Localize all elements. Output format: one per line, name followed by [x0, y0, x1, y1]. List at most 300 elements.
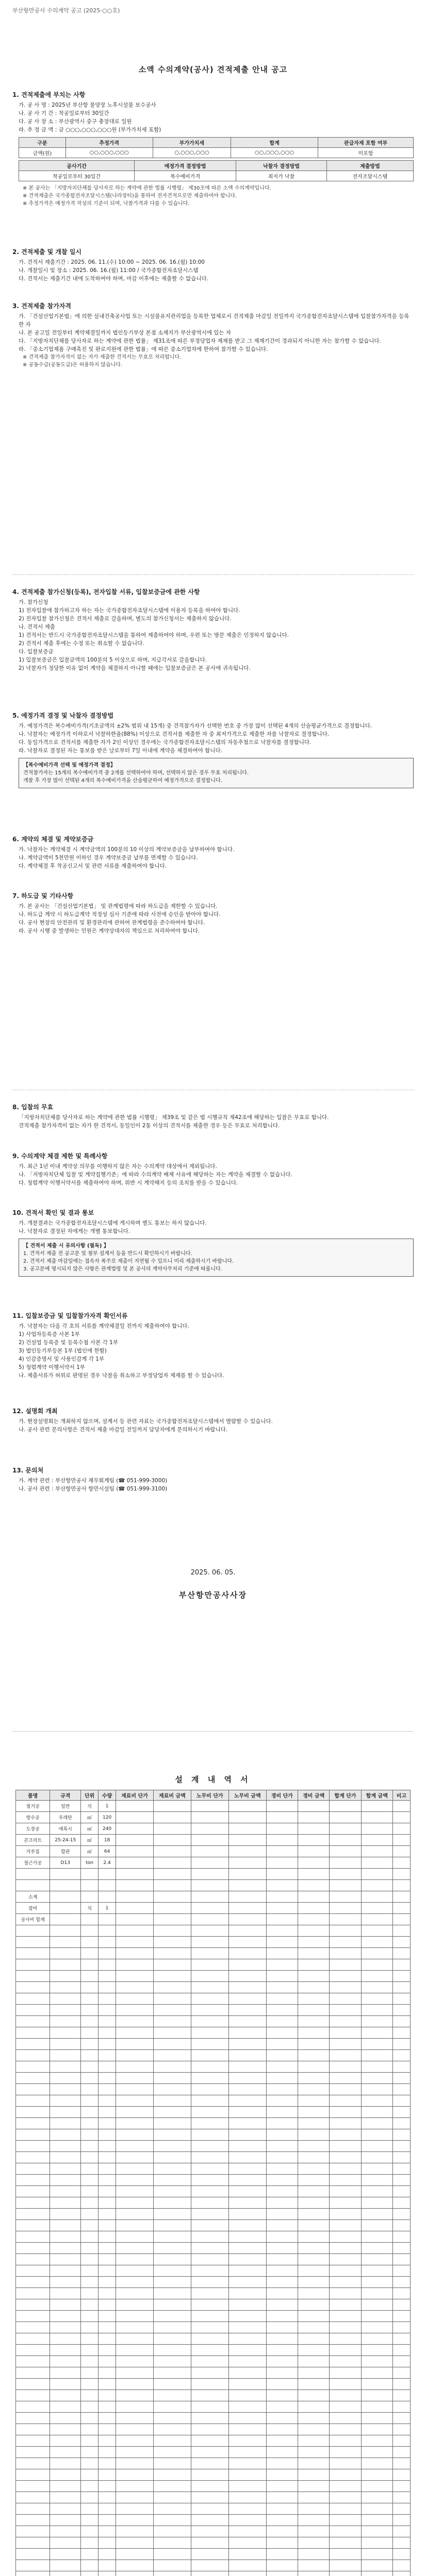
table-cell [266, 1835, 298, 1846]
table-cell [81, 1869, 99, 1880]
box-title: 【복수예비가격 선택 및 예정가격 결정】 [23, 762, 116, 768]
text-line: 나. 공사 관련 : 부산항만공사 항만시설팀 (☎ 051-999-3100) [19, 1486, 168, 1492]
section-2 [12, 242, 414, 283]
table-cell [191, 1982, 228, 1993]
table-cell [266, 2435, 298, 2447]
text-line: 3) 법인등기부등본 1부 (법인에 한함) [19, 1348, 107, 1354]
table-cell [191, 2299, 228, 2311]
table-cell [361, 2243, 392, 2254]
table-cell [191, 2345, 228, 2356]
table-cell [228, 2084, 266, 2095]
table-cell [298, 2560, 330, 2571]
table-cell [298, 2469, 330, 2481]
table-cell: 착공일로부터 30일간 [19, 171, 135, 181]
table-cell [392, 2231, 410, 2243]
table-cell [228, 2424, 266, 2435]
table-cell [392, 1937, 410, 1948]
table-cell [116, 1993, 154, 2005]
text-line: 라. 낙찰자로 결정된 자는 통보를 받은 날로부터 7일 이내에 계약을 체결하여야 합니다. [19, 748, 222, 754]
table-cell [361, 2503, 392, 2515]
table-cell [228, 2107, 266, 2118]
table-cell [266, 2367, 298, 2379]
table-cell [298, 1925, 330, 1937]
table-cell: 25-24-15 [50, 1835, 81, 1846]
table-cell [392, 2299, 410, 2311]
table-cell [330, 1823, 361, 1835]
table-cell [361, 2129, 392, 2141]
table-cell [153, 2265, 191, 2277]
table-cell [361, 2492, 392, 2503]
table-cell [153, 2492, 191, 2503]
table-cell [99, 1982, 116, 1993]
table-cell [361, 1959, 392, 1971]
table-row [16, 2152, 411, 2163]
table-row [16, 2118, 411, 2129]
table-cell [81, 2526, 99, 2537]
table-cell [116, 2413, 154, 2424]
table-row [16, 2277, 411, 2288]
table-cell [298, 2084, 330, 2095]
table-cell [298, 2345, 330, 2356]
table-cell [99, 2311, 116, 2322]
table-cell [81, 2175, 99, 2186]
table-cell [81, 2311, 99, 2322]
table-cell [298, 2016, 330, 2027]
table-cell [99, 2152, 116, 2163]
table-cell: 64 [99, 1846, 116, 1857]
table-cell [81, 2197, 99, 2209]
table-cell [228, 2016, 266, 2027]
table-cell [153, 1823, 191, 1835]
table-cell [99, 1993, 116, 2005]
table-cell: ㎡ [81, 1846, 99, 1857]
table-cell [228, 1880, 266, 1891]
table-row [16, 2345, 411, 2356]
table-cell [153, 1869, 191, 1880]
table-cell [153, 2322, 191, 2333]
table-cell [153, 1812, 191, 1823]
table-cell [392, 2152, 410, 2163]
table-cell [81, 2220, 99, 2231]
text-line: 나. 공 사 기 간 : 착공일로부터 30일간 [19, 110, 109, 116]
table-header: 노무비 금액 [228, 1790, 266, 1801]
table-cell [16, 2492, 50, 2503]
table-cell [298, 1948, 330, 1959]
table-cell [361, 2401, 392, 2413]
table-cell [298, 2050, 330, 2061]
table-cell [116, 2345, 154, 2356]
table-cell [298, 2367, 330, 2379]
table-cell [266, 2503, 298, 2515]
table-cell [116, 2447, 154, 2458]
table-cell [50, 2299, 81, 2311]
table-cell [266, 2288, 298, 2299]
table-cell [16, 2458, 50, 2469]
table-cell [99, 1971, 116, 1982]
table-cell [330, 1903, 361, 1914]
table-row [16, 2299, 411, 2311]
table-cell [16, 2356, 50, 2367]
table-cell [330, 2027, 361, 2039]
table-cell [228, 2231, 266, 2243]
table-cell [392, 2220, 410, 2231]
table-cell [266, 2005, 298, 2016]
table-cell [16, 2039, 50, 2050]
table-cell [153, 2549, 191, 2560]
table-cell: 식 [81, 1903, 99, 1914]
table-cell [266, 2175, 298, 2186]
table-row [16, 2016, 411, 2027]
table-cell [191, 1937, 228, 1948]
section-heading: 9. 수의계약 체결 제한 및 특례사항 [12, 1153, 108, 1160]
table-cell [16, 2413, 50, 2424]
table-cell [298, 2277, 330, 2288]
table-cell [81, 2277, 99, 2288]
table-cell [153, 1982, 191, 1993]
notice-box [19, 1239, 414, 1277]
table-cell [116, 1982, 154, 1993]
table-cell [228, 2118, 266, 2129]
table-header: 제출방법 [326, 161, 413, 171]
table-cell [228, 2197, 266, 2209]
table-cell [266, 2265, 298, 2277]
divider [12, 574, 414, 575]
table-cell [191, 1993, 228, 2005]
table-cell [330, 1971, 361, 1982]
table-cell [266, 1948, 298, 1959]
table-cell [81, 2458, 99, 2469]
table-cell [361, 2571, 392, 2576]
table-cell [16, 1971, 50, 1982]
table-cell [191, 1846, 228, 1857]
table-cell [116, 2356, 154, 2367]
table-cell [266, 2379, 298, 2390]
table-cell [50, 2027, 81, 2039]
table-row [16, 2424, 411, 2435]
box-line: 1. 견적서 제출 전 공고문 및 첨부 설계서 등을 반드시 확인하시기 바랍니다. [23, 1251, 192, 1257]
table-cell [392, 2175, 410, 2186]
table-cell [116, 2141, 154, 2152]
table-cell: ○○,○○○,○○○ [65, 148, 153, 158]
table-cell [16, 2435, 50, 2447]
table-row [16, 2061, 411, 2073]
table-cell [228, 2186, 266, 2197]
table-cell [392, 2163, 410, 2175]
table-cell: 18 [99, 1835, 116, 1846]
table-cell [81, 2005, 99, 2016]
text-line: 나. 공사 관련 문의사항은 견적서 제출 마감일 전일까지 담당자에게 문의하시기 바랍니다. [19, 1427, 228, 1433]
table-cell [153, 2129, 191, 2141]
table-cell [81, 2401, 99, 2413]
table-cell [330, 2424, 361, 2435]
table-cell [116, 2503, 154, 2515]
text-line: 나. 낙찰자는 예정가격 이하로서 낙찰하한율(88%) 이상으로 견적서를 제출한 자 중 최저가격으로 제출한 자를 낙찰자로 결정합니다. [19, 731, 330, 737]
table-cell [361, 1880, 392, 1891]
table-cell [266, 1982, 298, 1993]
table-cell [228, 1959, 266, 1971]
table-cell [228, 2050, 266, 2061]
table-cell [16, 2560, 50, 2571]
box-title: 【 견적서 제출 시 유의사항 (필독) 】 [23, 1243, 109, 1249]
table-cell [50, 2152, 81, 2163]
table-cell [298, 2526, 330, 2537]
table-cell [228, 1993, 266, 2005]
table-cell [330, 1801, 361, 1812]
table-cell [16, 2163, 50, 2175]
table-cell [153, 2526, 191, 2537]
table-cell [228, 2401, 266, 2413]
table-row [16, 2333, 411, 2345]
table-cell [50, 2095, 81, 2107]
table-cell [298, 1812, 330, 1823]
table-cell [266, 2458, 298, 2469]
table-cell [330, 2390, 361, 2401]
table-cell [99, 2379, 116, 2390]
table-cell [153, 2163, 191, 2175]
table-cell [266, 1891, 298, 1903]
table-cell [16, 2231, 50, 2243]
table-cell [116, 1914, 154, 1925]
table-cell [191, 2333, 228, 2345]
table-cell [16, 2469, 50, 2481]
table-cell [116, 2515, 154, 2526]
table-cell [228, 2503, 266, 2515]
table-cell [298, 2095, 330, 2107]
issuing-agency: 부산항만공사사장 [179, 1590, 247, 1600]
table-cell [153, 2503, 191, 2515]
table-cell [99, 1959, 116, 1971]
table-cell [330, 2231, 361, 2243]
table-cell [16, 2537, 50, 2549]
table-cell [116, 1869, 154, 1880]
table-cell [16, 2526, 50, 2537]
section-6 [12, 829, 414, 870]
table-cell [266, 2118, 298, 2129]
table-cell [81, 1937, 99, 1948]
table-row [16, 2537, 411, 2549]
table-cell [330, 1925, 361, 1937]
table-cell [392, 2571, 410, 2576]
table-cell [153, 2095, 191, 2107]
table-cell [330, 1948, 361, 1959]
table-cell [81, 2356, 99, 2367]
table-cell [392, 1801, 410, 1812]
table-cell [16, 2390, 50, 2401]
table-cell [16, 2152, 50, 2163]
table-cell [50, 2560, 81, 2571]
table-cell [228, 1971, 266, 1982]
text-line: 다. 「지방자치단체를 당사자로 하는 계약에 관한 법률」 제31조에 따른 부정당업자 제재를 받고 그 제재기간이 경과되지 아니한 자는 참가할 수 없습니다. [19, 338, 381, 344]
table-cell [361, 2095, 392, 2107]
table-cell [266, 2299, 298, 2311]
box-line: 개찰 후 가장 많이 선택된 4개의 복수예비가격을 산술평균하여 예정가격으로 결정합니다. [23, 778, 222, 784]
table-cell [81, 1993, 99, 2005]
table-cell [361, 2197, 392, 2209]
table-cell [99, 2186, 116, 2197]
table-cell [330, 2356, 361, 2367]
table-cell [330, 2299, 361, 2311]
table-cell [298, 2061, 330, 2073]
table-cell [330, 2095, 361, 2107]
table-cell [330, 2265, 361, 2277]
table-cell [392, 2447, 410, 2458]
table-cell [116, 2458, 154, 2469]
table-cell [153, 2333, 191, 2345]
table-cell [99, 2458, 116, 2469]
table-cell: 120 [99, 1812, 116, 1823]
text-line: 나. 제출서류가 허위로 판명된 경우 낙찰을 취소하고 부정당업자 제재를 할 수 있습니다. [19, 1372, 224, 1379]
table-cell [330, 2152, 361, 2163]
table-cell [228, 2537, 266, 2549]
table-cell [191, 1835, 228, 1846]
table-cell [191, 2435, 228, 2447]
table-cell: ○,○○○,○○○ [153, 148, 231, 158]
table-cell [99, 2061, 116, 2073]
table-cell [392, 2333, 410, 2345]
table-cell [228, 2163, 266, 2175]
table-cell [191, 2095, 228, 2107]
text-line: 다. 청렴계약 이행서약서를 제출하여야 하며, 위반 시 계약해지 등의 조치를 받을 수 있습니다. [19, 1180, 238, 1186]
table-cell [153, 2424, 191, 2435]
table-cell [266, 1880, 298, 1891]
table-cell [191, 2265, 228, 2277]
table-cell [392, 2265, 410, 2277]
table-cell [99, 2401, 116, 2413]
table-cell [298, 2458, 330, 2469]
table-row [16, 2027, 411, 2039]
table-cell [16, 2073, 50, 2084]
text-line: 라. 「중소기업제품 구매촉진 및 판로지원에 관한 법률」에 따른 중소기업자에 한하여 참가할 수 있습니다. [19, 346, 268, 352]
table-cell [191, 1801, 228, 1812]
text-line: 나. 개찰일시 및 장소 : 2025. 06. 16.(월) 11:00 / 국가종합전자조달시스템 [19, 267, 199, 274]
table-cell [392, 2390, 410, 2401]
table-cell [228, 2447, 266, 2458]
table-cell [16, 2016, 50, 2027]
table-cell [361, 1835, 392, 1846]
table-cell [361, 2549, 392, 2560]
table-cell [392, 2277, 410, 2288]
table-cell [99, 1925, 116, 1937]
table-cell [50, 2129, 81, 2141]
text-line: 가. 계약 관련 : 부산항만공사 재무회계팀 (☎ 051-999-3000) [19, 1478, 168, 1484]
table-cell [191, 2481, 228, 2492]
table-cell: 공사비 합계 [16, 1914, 50, 1925]
table-cell [116, 2288, 154, 2299]
table-cell [266, 2469, 298, 2481]
table-cell [116, 2039, 154, 2050]
note-line: ※ 견적제출은 국가종합전자조달시스템(나라장터)을 통하여 전자견적으로만 제출하여야 합니다. [23, 193, 237, 199]
table-cell [191, 1880, 228, 1891]
table-cell [298, 2537, 330, 2549]
table-cell [361, 2481, 392, 2492]
table-cell [361, 2367, 392, 2379]
table-cell [116, 2379, 154, 2390]
table-cell [50, 2175, 81, 2186]
table-cell [153, 2141, 191, 2152]
table-header: 부가가치세 [153, 138, 231, 148]
table-cell [116, 2152, 154, 2163]
table-cell [99, 2481, 116, 2492]
table-cell [50, 1891, 81, 1903]
table-cell [191, 2118, 228, 2129]
table-cell [50, 2345, 81, 2356]
text-line: 나. 본 공고일 전일부터 계약체결일까지 법인등기부상 본점 소재지가 부산광역시에 있는 자 [19, 330, 232, 336]
table-cell [330, 1914, 361, 1925]
table-cell [330, 2039, 361, 2050]
table-cell [228, 2345, 266, 2356]
table-cell [50, 2118, 81, 2129]
table-cell [330, 1937, 361, 1948]
table-cell [361, 2447, 392, 2458]
table-cell [16, 2061, 50, 2073]
table-cell: ton [81, 1857, 99, 1869]
table-cell [266, 2447, 298, 2458]
table-cell [50, 2311, 81, 2322]
table-cell [116, 2118, 154, 2129]
table-cell [16, 2367, 50, 2379]
table-cell [191, 2311, 228, 2322]
table-row [16, 2560, 411, 2571]
table-cell [266, 2163, 298, 2175]
table-cell [266, 2345, 298, 2356]
table-cell [16, 2322, 50, 2333]
table-cell [153, 2118, 191, 2129]
table-cell [191, 2175, 228, 2186]
table-cell [99, 2107, 116, 2118]
table-cell [298, 2118, 330, 2129]
table-row [16, 1937, 411, 1948]
table-cell [99, 2469, 116, 2481]
table-cell [153, 1846, 191, 1857]
table-cell [153, 2447, 191, 2458]
table-row [16, 2503, 411, 2515]
table-row [16, 2492, 411, 2503]
table-cell [228, 2073, 266, 2084]
table-cell [361, 2299, 392, 2311]
table-cell [50, 2401, 81, 2413]
table-cell [50, 2390, 81, 2401]
table-cell [153, 2458, 191, 2469]
section-1 [12, 85, 414, 208]
text-line: 나. 「지방자치단체 입찰 및 계약집행기준」에 따라 수의계약 배제 사유에 해당하는 자는 계약을 체결할 수 없습니다. [19, 1172, 292, 1178]
table-cell [99, 1891, 116, 1903]
section-heading: 11. 입찰보증금 및 입찰참가자격 확인서류 [12, 1312, 128, 1319]
table-row [16, 2390, 411, 2401]
table-cell [16, 2175, 50, 2186]
table-cell [330, 2401, 361, 2413]
table-cell [50, 1948, 81, 1959]
table-cell [191, 2039, 228, 2050]
table-cell [153, 2027, 191, 2039]
table-row [16, 2254, 411, 2265]
table-header: 합계 금액 [361, 1790, 392, 1801]
table-cell [298, 2220, 330, 2231]
table-cell [191, 2379, 228, 2390]
table-cell [81, 2231, 99, 2243]
table-cell [50, 2549, 81, 2560]
note-line: ※ 본 공사는 「지방자치단체를 당사자로 하는 계약에 관한 법률 시행령」 제30조에 따른 소액 수의계약입니다. [23, 185, 271, 191]
table-cell [266, 2537, 298, 2549]
table-cell [298, 2447, 330, 2458]
table-cell [266, 1869, 298, 1880]
table-cell [50, 2209, 81, 2220]
table-cell [392, 2073, 410, 2084]
section-heading: 5. 예정가격 결정 및 낙찰자 결정방법 [12, 712, 114, 719]
table-cell [50, 2231, 81, 2243]
text-line: 2) 낙찰자가 정당한 이유 없이 계약을 체결하지 아니할 때에는 입찰보증금은 본 공사에 귀속됩니다. [19, 665, 251, 671]
table-cell [298, 2107, 330, 2118]
table-cell [330, 1993, 361, 2005]
